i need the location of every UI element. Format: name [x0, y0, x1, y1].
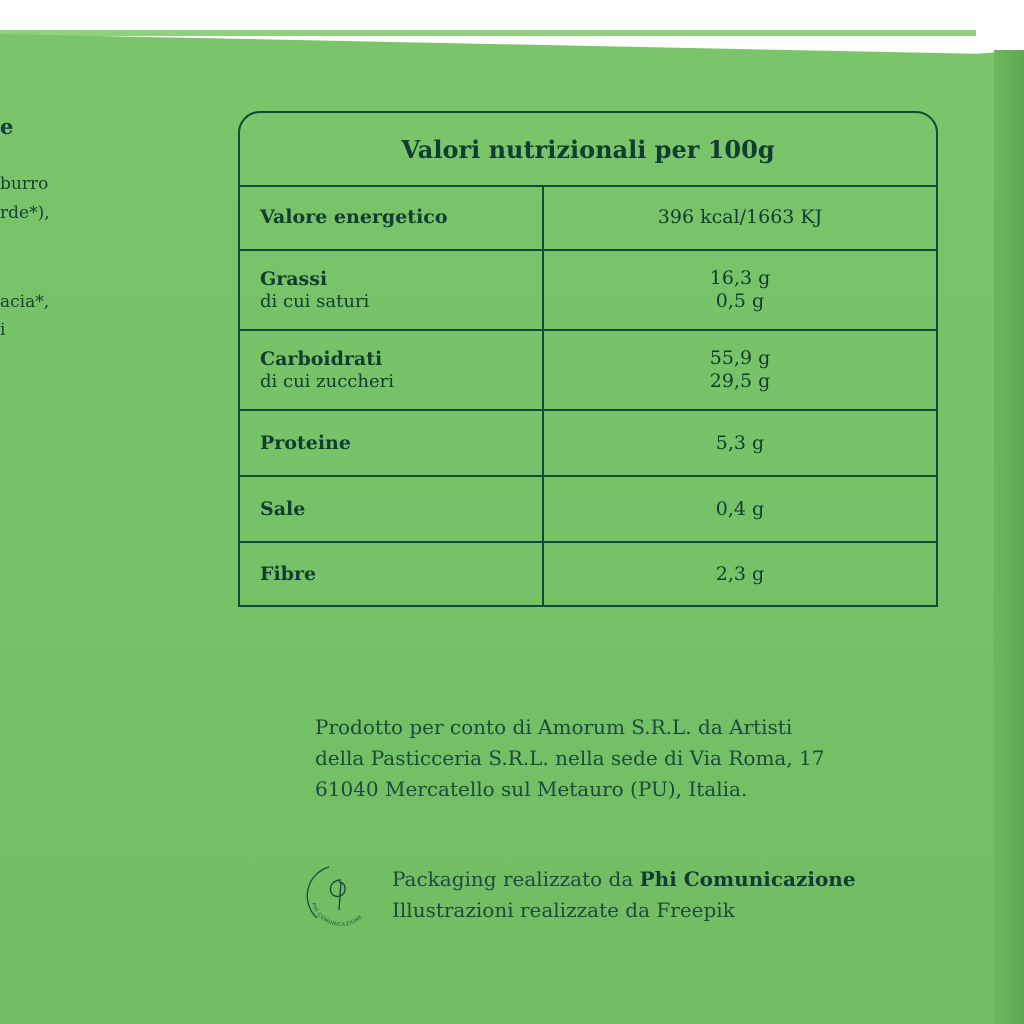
box-top-edge	[0, 30, 976, 36]
nutrition-value: 55,9 g	[709, 347, 771, 369]
ingredients-fragment-1: burro	[0, 174, 49, 194]
nutrition-sublabel: di cui zuccheri	[260, 371, 394, 392]
nutrition-value: 16,3 g	[709, 267, 771, 289]
nutrition-row-salt	[240, 477, 936, 543]
nutrition-subvalue: 0,5 g	[715, 290, 765, 312]
illustrations-credit: Illustrazioni realizzate da Freepik	[392, 898, 735, 922]
packaging-company: Phi Comunicazione	[639, 867, 856, 891]
nutrition-sublabel: di cui saturi	[260, 291, 370, 312]
nutrition-label: Proteine	[260, 432, 351, 454]
producer-line: della Pasticceria S.R.L. nella sede di Via Roma, 17	[315, 746, 825, 770]
packaging-credit-prefix: Packaging realizzato da	[392, 867, 640, 891]
nutrition-subvalue: 29,5 g	[709, 370, 771, 392]
nutrition-label: Carboidrati	[260, 348, 383, 370]
phi-logo-icon	[303, 858, 379, 934]
nutrition-row-fats	[240, 251, 936, 331]
nutrition-row-fibre	[240, 543, 936, 605]
ingredients-fragment-3: acia*,	[0, 292, 50, 312]
nutrition-label: Valore energetico	[260, 206, 448, 228]
producer-line: Prodotto per conto di Amorum S.R.L. da Artisti	[315, 715, 793, 739]
nutrition-row-protein	[240, 411, 936, 477]
ingredients-fragment-4: i	[0, 320, 6, 340]
nutrition-table	[238, 111, 938, 607]
nutrition-table-title: Valori nutrizionali per 100g	[240, 113, 936, 187]
svg-text:PHI COMUNICAZIONE	[310, 902, 364, 928]
producer-info	[315, 712, 875, 805]
producer-line: 61040 Mercatello sul Metauro (PU), Italia.	[315, 777, 748, 801]
nutrition-label: Sale	[260, 498, 306, 520]
ingredients-fragment-2: rde*),	[0, 203, 50, 223]
package-side-edge	[994, 50, 1024, 1024]
credits	[303, 858, 923, 938]
ingredients-heading-fragment: e	[0, 114, 14, 139]
nutrition-value: 396 kcal/1663 KJ	[657, 205, 823, 228]
nutrition-row-energy	[240, 185, 936, 251]
nutrition-value: 0,4 g	[715, 497, 765, 520]
nutrition-value: 2,3 g	[715, 562, 765, 585]
nutrition-row-carbs	[240, 331, 936, 411]
nutrition-label: Grassi	[260, 268, 328, 290]
logo-text: PHI COMUNICAZIONE	[309, 902, 364, 929]
nutrition-label: Fibre	[260, 563, 317, 585]
nutrition-value: 5,3 g	[715, 431, 765, 454]
packaging-credit	[392, 864, 856, 895]
